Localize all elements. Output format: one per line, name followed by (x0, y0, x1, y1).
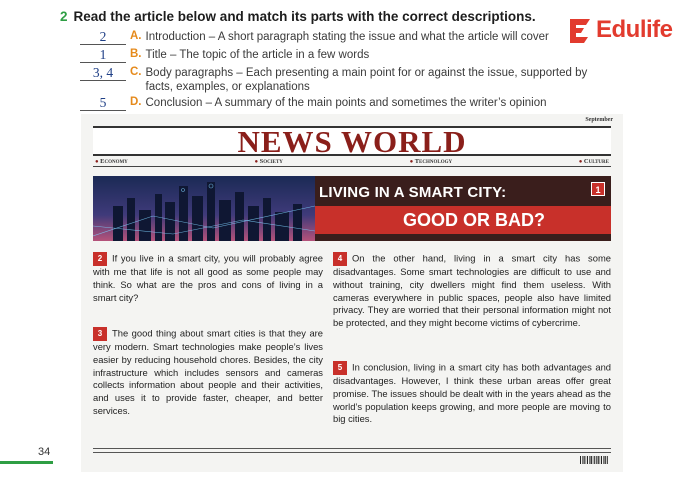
paragraph-text: If you live in a smart city, you will probably agree with me that life is not all good as some people may think. So what are the pros and cons of living in a smart city? (93, 252, 323, 303)
answer-blank[interactable]: 1 (80, 48, 126, 63)
paragraph-5 (333, 361, 611, 426)
item-letter: B. (130, 48, 142, 60)
match-item-c (80, 66, 616, 94)
brand-name: Edulife (596, 16, 673, 43)
exercise-number: 2 (60, 9, 68, 24)
divider (93, 166, 611, 167)
paragraph-number-badge: 1 (591, 182, 605, 196)
issue-date: September (585, 117, 613, 123)
masthead (93, 126, 611, 156)
paragraph-3 (93, 327, 323, 418)
item-description: Title – The topic of the article in a few words (145, 49, 370, 61)
item-letter: D. (130, 96, 142, 108)
exercise-instruction: Read the article below and match its parts with the correct descriptions. (73, 9, 536, 24)
footer-rule (93, 448, 611, 449)
match-item-a (80, 30, 586, 45)
paragraph-number-badge: 4 (333, 252, 347, 266)
item-description: Body paragraphs – Each presenting a main point for or against the issue, supported by facts, examples, or explanations (145, 67, 588, 93)
paragraph-text: In conclusion, living in a smart city has both advantages and disadvantages. However, I think these urban areas offer great promise. The issues should be dealt with in the years ahead as the world’s population keeps growing, and more people are moving to big cities. (333, 361, 611, 425)
headline-banner (93, 176, 611, 241)
headline-line-2: GOOD OR BAD? (403, 210, 545, 230)
match-item-b (80, 48, 369, 63)
section-nav (95, 158, 609, 165)
headline-line-1: LIVING IN A SMART CITY: (319, 184, 507, 201)
paragraph-2 (93, 252, 323, 304)
paragraph-number-badge: 2 (93, 252, 107, 266)
item-description: Introduction – A short paragraph stating the issue and what the article will cover (145, 31, 549, 43)
section-technology: ● Technology (410, 158, 453, 165)
paragraph-number-badge: 5 (333, 361, 347, 375)
item-description: Conclusion – A summary of the main points and sometimes the writer’s opinion (145, 97, 547, 109)
paragraph-text: The good thing about smart cities is that they are very modern. Smart technologies make people’s lives easier by reducing household chores. Besides, the city infrastructure which includes sensors and cameras collects information about people and their activities, and uses it to provide faster, cheaper, and better services. (93, 327, 323, 416)
footer-rule (93, 452, 611, 453)
item-letter: A. (130, 30, 142, 42)
paragraph-number-badge: 3 (93, 327, 107, 341)
paragraph-text: On the other hand, living in a smart city has some disadvantages. Some smart technologies are difficult to use and without training, city dwellers might find them useless. With cameras everywhere in public spaces, people also have limited privacy. They are worried that their personal information might not be protected, and they might become victims of cybercrime. (333, 252, 611, 329)
masthead-title: NEWS WORLD (237, 126, 467, 156)
newspaper-article (81, 114, 623, 472)
answer-blank[interactable]: 3, 4 (80, 66, 126, 81)
section-culture: ● Culture (579, 158, 609, 165)
smart-city-image (93, 176, 315, 241)
section-economy: ● Economy (95, 158, 128, 165)
section-society: ● Society (254, 158, 282, 165)
match-item-d (80, 96, 547, 111)
page-accent-bar (0, 461, 53, 464)
barcode-icon (580, 456, 608, 464)
paragraph-4 (333, 252, 611, 330)
page-number: 34 (38, 446, 51, 458)
answer-blank[interactable]: 5 (80, 96, 126, 111)
answer-blank[interactable]: 2 (80, 30, 126, 45)
item-letter: C. (130, 66, 142, 78)
exercise-title (60, 9, 536, 24)
